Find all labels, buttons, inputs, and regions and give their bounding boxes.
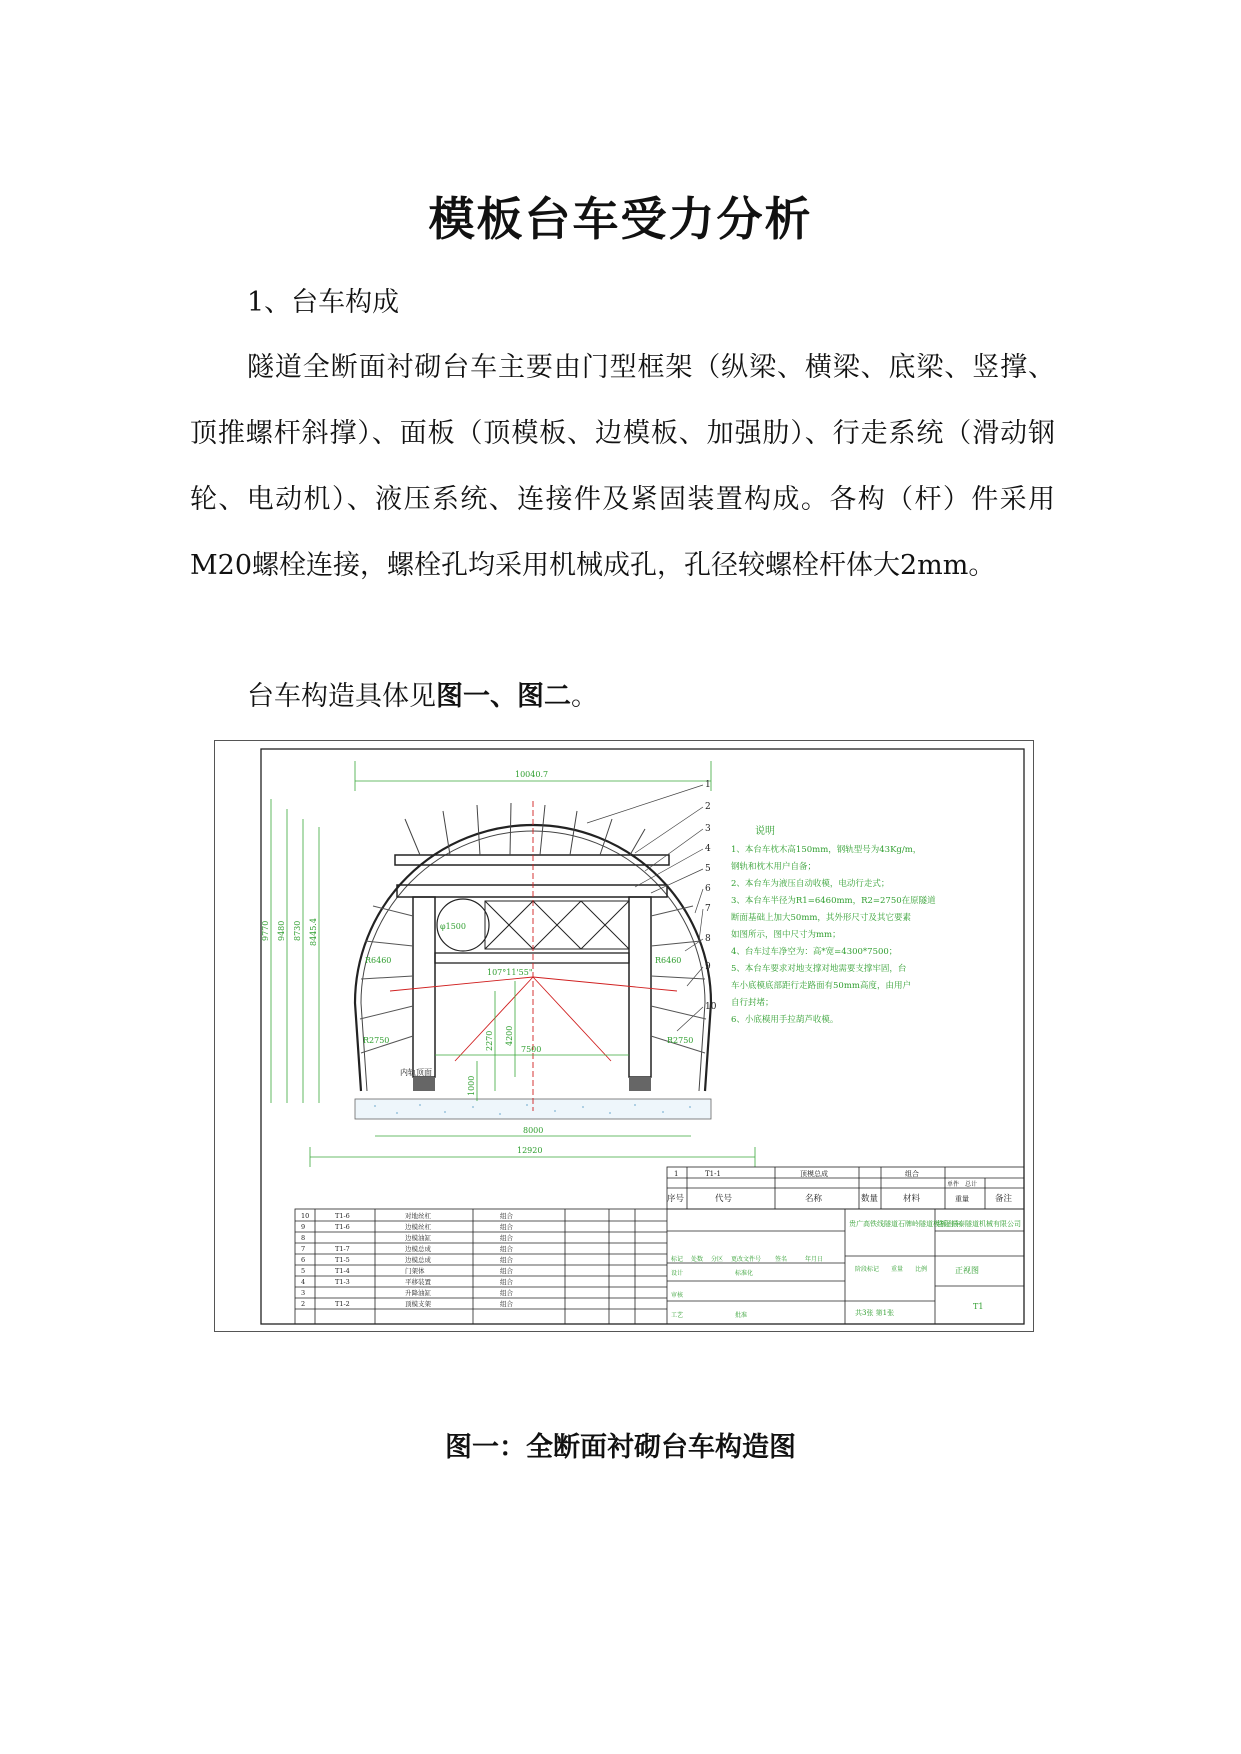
dim-h5: 2270	[485, 1030, 494, 1051]
tb-label-remark: 备注	[995, 1194, 1013, 1204]
sign-label-mark: 标记	[671, 1256, 684, 1263]
part-name-5: 门架体	[405, 1267, 425, 1275]
construction-drawing-figure	[214, 740, 1034, 1332]
part-no-4: 4	[301, 1278, 306, 1286]
sign-label-count: 处数	[691, 1256, 704, 1263]
part-name-6: 边模总成	[405, 1256, 431, 1264]
project-name: 贵广高铁线隧道石牌岭隧道模板台车	[849, 1220, 961, 1228]
figure-caption: 图一：全断面衬砌台车构造图	[445, 1432, 796, 1463]
tb-row1-code: T1-1	[705, 1170, 721, 1178]
dim-h3: 8730	[293, 920, 302, 941]
part-code-9: T1-6	[335, 1223, 350, 1231]
callout-6: 6	[705, 884, 711, 894]
part-no-9: 9	[301, 1223, 306, 1231]
dim-inner: 8000	[523, 1126, 544, 1135]
figure-ref-sep: 、	[490, 681, 517, 712]
note-line-3: 2、本台车为液压自动收模，电动行走式；	[731, 879, 890, 889]
note-line-8: 5、本台车要求对地支撑对地需要支撑牢固，台	[731, 964, 907, 974]
note-line-1: 1、本台车枕木高150mm，钢轨型号为43Kg/m，	[731, 845, 922, 855]
sign-label-sign: 签名	[775, 1256, 788, 1263]
note-line-5: 断面基础上加大50mm，其外形尺寸及其它要素	[731, 913, 911, 923]
dim-r1: R6460	[365, 956, 392, 965]
dim-circle: φ1500	[440, 922, 466, 931]
stage-label-scale: 比例	[915, 1266, 928, 1273]
note-line-11: 6、小底模用手拉葫芦收模。	[731, 1015, 839, 1025]
callout-4: 4	[705, 844, 711, 854]
sign-label-zone: 分区	[711, 1256, 724, 1263]
title-block-parts	[301, 1211, 514, 1308]
part-name-3: 升降油缸	[405, 1289, 431, 1297]
tb-label-code: 代号	[715, 1194, 733, 1204]
figure-ref-prefix: 台车构造具体见	[247, 681, 436, 712]
note-line-9: 车小底模底部距行走路面有50mm高度，由用户	[731, 981, 911, 991]
figure-ref-suffix: 。	[571, 681, 598, 712]
part-mat-4: 组合	[500, 1278, 513, 1286]
tb-row1-seq: 1	[674, 1170, 679, 1178]
callout-7: 7	[705, 904, 711, 914]
dim-mid: 7500	[521, 1045, 542, 1054]
dim-top: 10040.7	[515, 770, 549, 779]
part-name-8: 边模油缸	[405, 1234, 431, 1242]
note-line-2: 钢轨和枕木用户自备；	[731, 862, 817, 872]
part-mat-10: 组合	[500, 1212, 513, 1220]
part-code-7: T1-7	[335, 1245, 350, 1253]
part-no-2: 2	[301, 1300, 306, 1308]
tb-label-name: 名称	[805, 1194, 823, 1204]
page-title: 模板台车受力分析	[428, 192, 813, 246]
note-line-4: 3、本台车半径为R1=6460mm，R2=2750在原隧道	[731, 896, 936, 906]
sign-label-change: 更改文件号	[731, 1256, 762, 1263]
part-mat-8: 组合	[500, 1234, 513, 1242]
part-mat-9: 组合	[500, 1223, 513, 1231]
sheet-info: 共3张 第1张	[855, 1309, 895, 1317]
top-ribs	[405, 803, 645, 855]
callout-9: 9	[705, 962, 711, 972]
body-paragraph-composition: 隧道全断面衬砌台车主要由门型框架（纵梁、横梁、底梁、竖撑、顶推螺杆斜撑）、面板（顶模板、边模板、加强肋）、行走系统（滑动钢轮、电动机）、液压系统、连接件及紧固装置构成。各构（杆）件采用M20螺栓连接，螺栓孔均采用机械成孔，孔径较螺栓杆体大2mm。	[190, 352, 1055, 581]
part-mat-6: 组合	[500, 1256, 513, 1264]
callout-2: 2	[705, 802, 711, 812]
part-no-8: 8	[301, 1234, 306, 1242]
tb-row1-name: 顶模总成	[800, 1170, 828, 1178]
part-code-10: T1-6	[335, 1212, 350, 1220]
dim-h7: 1000	[467, 1075, 476, 1096]
dim-r3: R2750	[363, 1036, 390, 1045]
rail-top-label: 内轨顶面	[400, 1068, 432, 1077]
part-name-4: 平移装置	[405, 1278, 431, 1286]
tb-label-weight: 重量	[955, 1195, 969, 1203]
part-no-5: 5	[301, 1267, 306, 1275]
sign-label-design: 设计	[671, 1270, 684, 1277]
dim-r2: R6460	[655, 956, 682, 965]
sign-label-standard: 标准化	[735, 1270, 754, 1277]
note-line-10: 自行封堵；	[731, 998, 774, 1008]
part-code-4: T1-3	[335, 1278, 350, 1286]
tb-label-qty: 数量	[861, 1194, 879, 1204]
part-name-9: 边模丝杠	[405, 1223, 431, 1231]
part-code-5: T1-4	[335, 1267, 350, 1275]
stage-label-mark: 阶段标记	[855, 1266, 880, 1273]
sign-label-approve: 批准	[735, 1312, 748, 1319]
sign-label-craft: 工艺	[671, 1312, 684, 1319]
callout-3: 3	[705, 824, 711, 834]
dim-r4: R2750	[667, 1036, 694, 1045]
wheels	[413, 1077, 651, 1091]
part-name-2: 顶模支架	[405, 1300, 431, 1308]
callout-1: 1	[705, 780, 711, 790]
x-bracing	[485, 901, 629, 949]
dim-angle: 107°11'55"	[487, 968, 533, 977]
figure-reference-paragraph	[247, 664, 1112, 730]
gantry-cross-beam	[435, 953, 629, 963]
part-code-6: T1-5	[335, 1256, 350, 1264]
tb-label-total: 总计	[965, 1181, 978, 1188]
note-line-7: 4、台车过车净空为：高*宽=4300*7500；	[731, 947, 898, 957]
section-heading: 1、台车构成	[247, 287, 400, 318]
tb-label-unit: 单件	[947, 1181, 960, 1188]
part-no-7: 7	[301, 1245, 306, 1253]
dim-h4: 8445.4	[309, 918, 318, 946]
part-mat-3: 组合	[500, 1289, 513, 1297]
figure-ref-1[interactable]: 图一	[436, 681, 490, 712]
gantry-top-beam	[397, 885, 667, 897]
sign-label-review: 审核	[671, 1292, 684, 1299]
note-line-6: 如图所示，图中尺寸为mm；	[731, 930, 841, 940]
view-name: 正视图	[955, 1266, 979, 1275]
title-block-sign-labels	[671, 1255, 823, 1319]
drawing-notes	[731, 824, 936, 1025]
tb-label-mat: 材料	[903, 1194, 921, 1204]
callout-numbers	[705, 780, 717, 1012]
callout-8: 8	[705, 934, 711, 944]
notes-title: 说明	[755, 826, 775, 837]
title-block-header	[667, 1169, 1013, 1204]
tb-row1-mat: 组合	[905, 1170, 919, 1178]
dim-total: 12920	[517, 1146, 543, 1155]
part-mat-2: 组合	[500, 1300, 513, 1308]
part-name-10: 对地丝杠	[405, 1212, 431, 1220]
part-no-6: 6	[301, 1256, 306, 1264]
drawing-svg	[215, 741, 1033, 1331]
tb-label-seq: 序号	[667, 1194, 685, 1204]
part-mat-7: 组合	[500, 1245, 513, 1253]
part-mat-5: 组合	[500, 1267, 513, 1275]
part-name-7: 边模总成	[405, 1245, 431, 1253]
company-name: 洛阳振泰隧道机械有限公司	[937, 1220, 1021, 1228]
drawing-number: T1	[973, 1302, 984, 1311]
dim-h2: 9480	[277, 920, 286, 941]
callout-5: 5	[705, 864, 711, 874]
dim-h6: 4200	[505, 1025, 514, 1046]
sign-label-date: 年月日	[805, 1256, 824, 1263]
figure-ref-2[interactable]: 图二	[517, 681, 571, 712]
part-code-2: T1-2	[335, 1300, 350, 1308]
stage-label-weight: 重量	[891, 1266, 904, 1273]
part-no-3: 3	[301, 1289, 306, 1297]
part-no-10: 10	[301, 1212, 310, 1220]
dim-h1: 9770	[261, 920, 270, 941]
callout-10: 10	[705, 1002, 717, 1012]
